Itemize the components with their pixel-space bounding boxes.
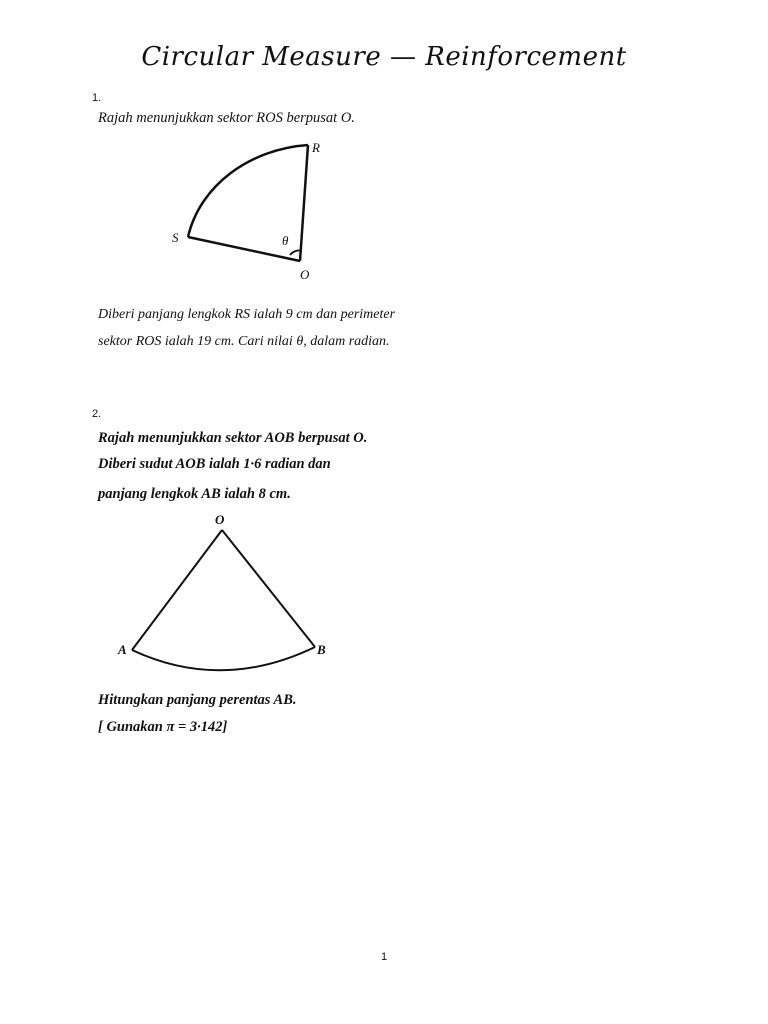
question-1-text-line-1: Diberi panjang lengkok RS ialah 9 cm dan perimeter <box>98 307 396 322</box>
question-1-number: 1. <box>92 92 102 104</box>
arc-rs <box>188 145 308 237</box>
label-s: S <box>172 230 179 245</box>
sector-aob-diagram <box>110 510 340 685</box>
sector-ros-diagram <box>160 135 360 290</box>
label-o: O <box>300 267 310 282</box>
radius-or <box>300 145 308 261</box>
question-2-line-3: panjang lengkok AB ialah 8 cm. <box>98 486 291 502</box>
question-2-line-1: Rajah menunjukkan sektor AOB berpusat O. <box>98 430 368 446</box>
question-2-question: Hitungkan panjang perentas AB. <box>98 692 297 708</box>
label-o: O <box>215 512 225 527</box>
question-2-line-2: Diberi sudut AOB ialah 1·6 radian dan <box>98 456 331 472</box>
page-number: 1 <box>380 951 388 963</box>
label-b: B <box>317 642 326 657</box>
question-2-hint: [ Gunakan π = 3·142] <box>98 719 228 735</box>
label-r: R <box>312 140 320 155</box>
radius-ob <box>222 530 315 647</box>
arc-ab <box>132 647 315 670</box>
question-2-number: 2. <box>92 408 102 420</box>
radius-oa <box>132 530 222 650</box>
label-theta: θ <box>282 233 289 248</box>
label-a: A <box>118 642 127 657</box>
question-1-intro: Rajah menunjukkan sektor ROS berpusat O. <box>98 110 355 126</box>
question-1-text-line-2: sektor ROS ialah 19 cm. Cari nilai θ, dalam radian. <box>98 334 390 349</box>
page-title: Circular Measure — Reinforcement <box>141 42 627 72</box>
